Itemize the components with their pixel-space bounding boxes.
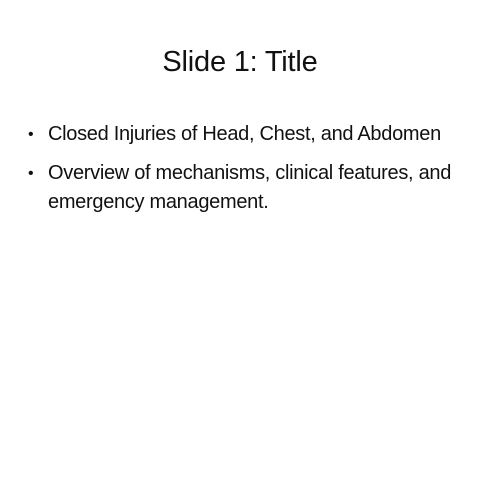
bullet-item <box>28 159 458 217</box>
bullet-marker-icon: • <box>28 126 34 143</box>
bullet-marker-icon: • <box>28 165 34 182</box>
bullet-item <box>28 120 458 149</box>
bullet-text: Overview of mechanisms, clinical features, and emergency management. <box>48 162 452 213</box>
bullet-list <box>28 120 458 227</box>
bullet-text: Closed Injuries of Head, Chest, and Abdomen <box>48 123 441 145</box>
slide-title: Slide 1: Title <box>162 46 318 78</box>
